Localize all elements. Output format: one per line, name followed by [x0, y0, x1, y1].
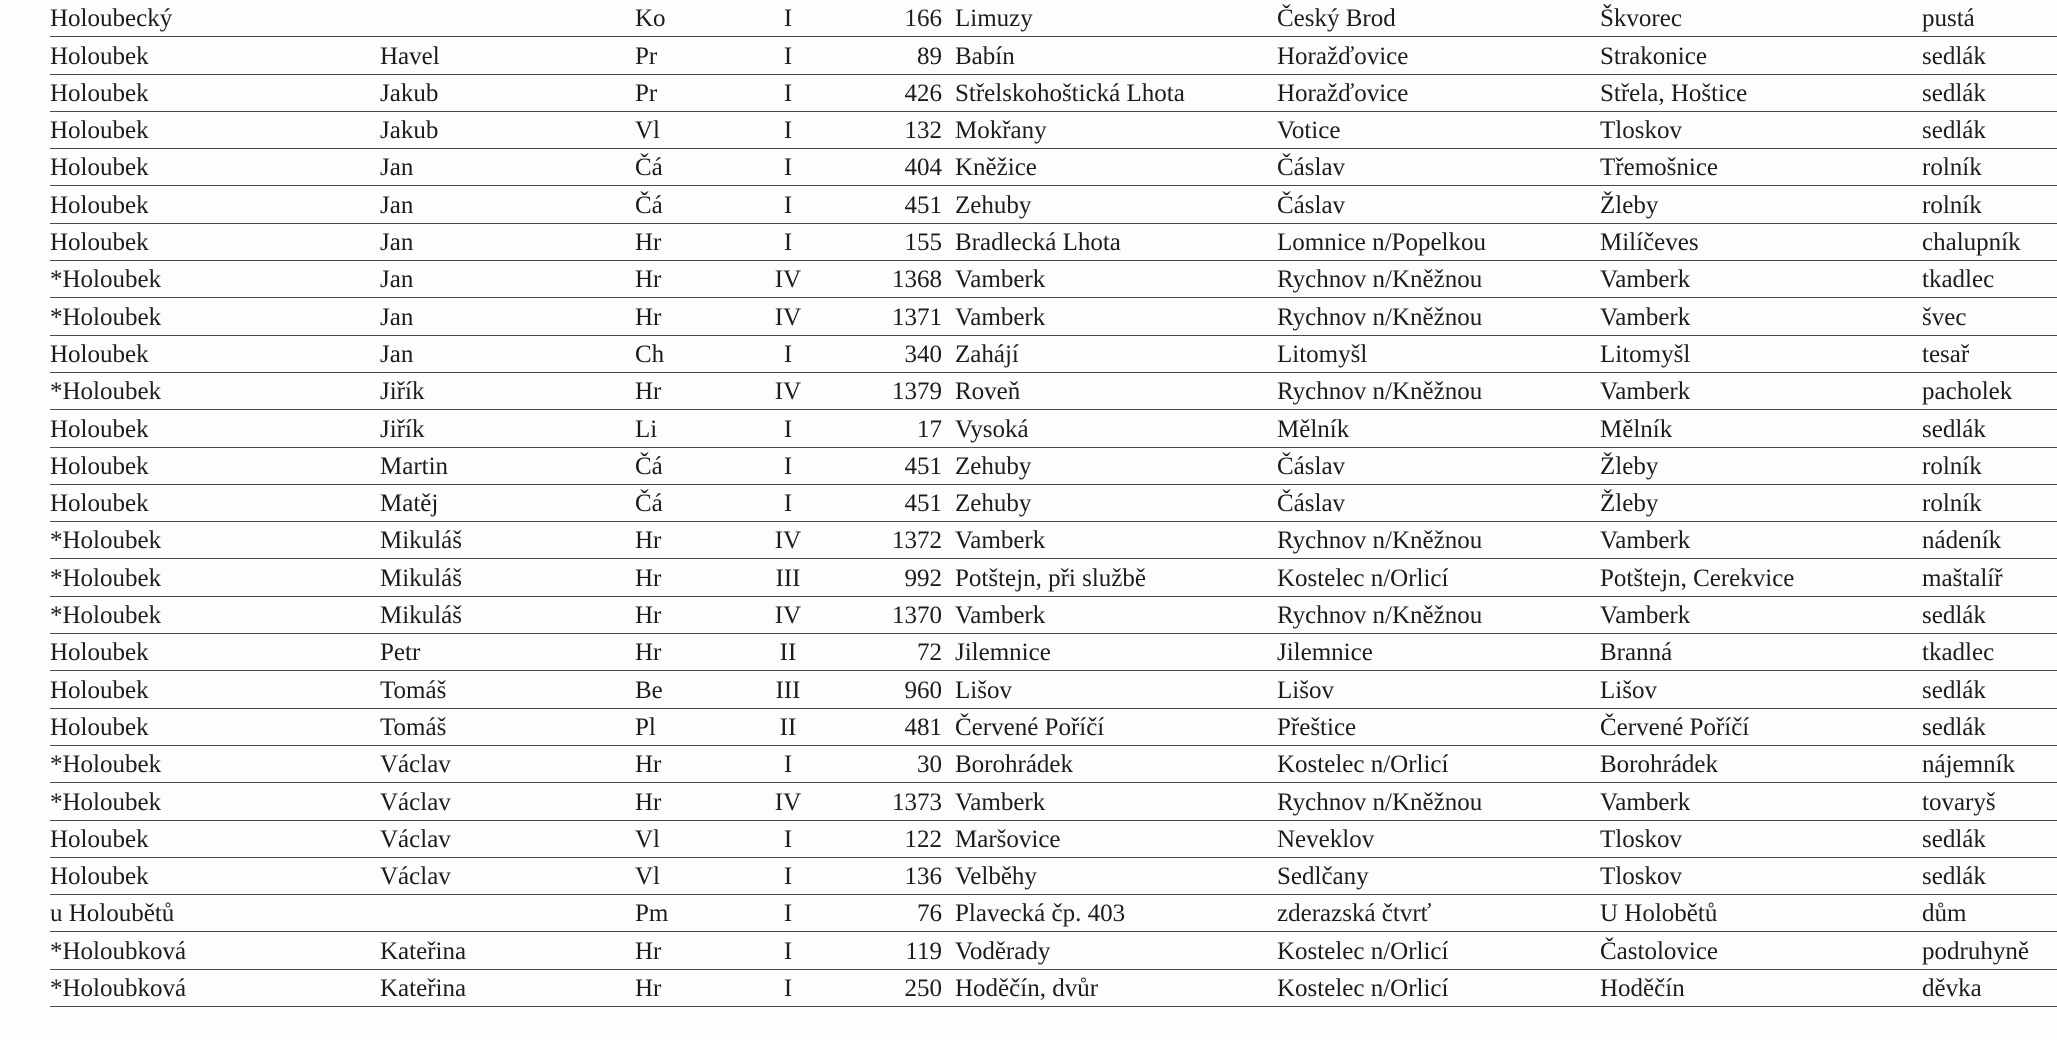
estate-cell: Strakonice	[1600, 42, 1707, 70]
given-name-cell: Jakub	[380, 79, 439, 107]
table-row	[50, 37, 2057, 74]
volume-cell: I	[783, 415, 793, 443]
volume-cell: I	[783, 825, 793, 853]
volume-cell: IV	[774, 602, 802, 630]
region-cell: Hr	[635, 527, 662, 555]
volume-cell: II	[779, 713, 797, 741]
manor-cell: Mělník	[1277, 415, 1350, 443]
table-row	[50, 373, 2057, 410]
status-cell: pacholek	[1922, 378, 2013, 406]
table-row	[50, 336, 2057, 373]
given-name-cell: Matěj	[380, 490, 439, 518]
page-number-cell: 155	[904, 229, 942, 257]
village-cell: Maršovice	[955, 825, 1061, 853]
village-cell: Zehuby	[955, 191, 1032, 219]
village-cell: Zahájí	[955, 340, 1019, 368]
page-number-cell: 89	[917, 42, 942, 70]
page-number-cell: 451	[904, 490, 942, 518]
region-cell: Vl	[635, 825, 660, 853]
surname-cell: Holoubek	[50, 229, 149, 257]
status-cell: pustá	[1922, 5, 1975, 33]
status-cell: rolník	[1922, 154, 1982, 182]
status-cell: podruhyně	[1922, 937, 2029, 965]
table-row	[50, 895, 2057, 932]
manor-cell: Neveklov	[1277, 825, 1375, 853]
estate-cell: Vamberk	[1600, 527, 1691, 555]
status-cell: sedlák	[1922, 602, 1986, 630]
given-name-cell: Václav	[380, 825, 451, 853]
volume-cell: III	[775, 676, 801, 704]
table-row	[50, 746, 2057, 783]
page-number-cell: 1370	[892, 602, 942, 630]
manor-cell: Horažďovice	[1277, 79, 1409, 107]
surname-cell: *Holoubek	[50, 751, 162, 779]
volume-cell: IV	[774, 527, 802, 555]
status-cell: rolník	[1922, 191, 1982, 219]
status-cell: rolník	[1922, 452, 1982, 480]
page-number-cell: 1368	[892, 266, 942, 294]
manor-cell: Kostelec n/Orlicí	[1277, 751, 1449, 779]
estate-cell: Borohrádek	[1600, 751, 1719, 779]
page-number-cell: 481	[904, 713, 942, 741]
region-cell: Pm	[635, 900, 669, 928]
estate-cell: Škvorec	[1600, 5, 1682, 33]
estate-cell: Tloskov	[1600, 863, 1682, 891]
region-cell: Pr	[635, 42, 658, 70]
village-cell: Jilemnice	[955, 639, 1051, 667]
given-name-cell: Mikuláš	[380, 602, 462, 630]
region-cell: Hr	[635, 788, 662, 816]
status-cell: švec	[1922, 303, 1967, 331]
surname-cell: Holoubek	[50, 639, 149, 667]
region-cell: Hr	[635, 937, 662, 965]
table-row	[50, 821, 2057, 858]
manor-cell: Horažďovice	[1277, 42, 1409, 70]
village-cell: Borohrádek	[955, 751, 1074, 779]
given-name-cell: Jakub	[380, 117, 439, 145]
estate-cell: Hoděčín	[1600, 975, 1685, 1003]
region-cell: Hr	[635, 266, 662, 294]
page-number-cell: 1372	[892, 527, 942, 555]
surname-cell: Holoubecký	[50, 5, 173, 33]
surname-cell: *Holoubek	[50, 564, 162, 592]
estate-cell: U Holobětů	[1600, 900, 1718, 928]
region-cell: Hr	[635, 602, 662, 630]
given-name-cell: Jiřík	[380, 415, 425, 443]
table-row	[50, 224, 2057, 261]
region-cell: Pr	[635, 79, 658, 107]
volume-cell: I	[783, 42, 793, 70]
region-cell: Ko	[635, 5, 666, 33]
page-number-cell: 960	[904, 676, 942, 704]
village-cell: Limuzy	[955, 5, 1033, 33]
estate-cell: Vamberk	[1600, 602, 1691, 630]
status-cell: sedlák	[1922, 825, 1986, 853]
region-cell: Hr	[635, 378, 662, 406]
page-number-cell: 17	[917, 415, 942, 443]
volume-cell: I	[783, 117, 793, 145]
table-row	[50, 709, 2057, 746]
surname-cell: Holoubek	[50, 191, 149, 219]
region-cell: Hr	[635, 229, 662, 257]
given-name-cell: Mikuláš	[380, 527, 462, 555]
surname-cell: Holoubek	[50, 863, 149, 891]
village-cell: Vamberk	[955, 527, 1046, 555]
given-name-cell: Václav	[380, 788, 451, 816]
page-number-cell: 136	[904, 863, 942, 891]
manor-cell: Kostelec n/Orlicí	[1277, 564, 1449, 592]
table-row	[50, 186, 2057, 223]
given-name-cell: Tomáš	[380, 713, 447, 741]
region-cell: Hr	[635, 975, 662, 1003]
village-cell: Velběhy	[955, 863, 1037, 891]
manor-cell: Přeštice	[1277, 713, 1357, 741]
register-table	[50, 0, 2057, 1007]
estate-cell: Žleby	[1600, 191, 1659, 219]
estate-cell: Červené Poříčí	[1600, 713, 1750, 741]
status-cell: maštalíř	[1922, 564, 2003, 592]
table-row	[50, 448, 2057, 485]
table-row	[50, 298, 2057, 335]
volume-cell: IV	[774, 266, 802, 294]
volume-cell: I	[783, 490, 793, 518]
region-cell: Čá	[635, 490, 663, 518]
volume-cell: I	[783, 340, 793, 368]
region-cell: Li	[635, 415, 658, 443]
estate-cell: Branná	[1600, 639, 1673, 667]
given-name-cell: Jan	[380, 229, 414, 257]
table-row	[50, 970, 2057, 1007]
volume-cell: II	[779, 639, 797, 667]
table-row	[50, 149, 2057, 186]
volume-cell: I	[783, 5, 793, 33]
village-cell: Vamberk	[955, 788, 1046, 816]
surname-cell: *Holoubek	[50, 378, 162, 406]
manor-cell: Votice	[1277, 117, 1341, 145]
village-cell: Vamberk	[955, 266, 1046, 294]
estate-cell: Třemošnice	[1600, 154, 1719, 182]
given-name-cell: Mikuláš	[380, 564, 462, 592]
village-cell: Potštejn, při službě	[955, 564, 1146, 592]
page-number-cell: 166	[904, 5, 942, 33]
estate-cell: Lišov	[1600, 676, 1657, 704]
village-cell: Lišov	[955, 676, 1012, 704]
manor-cell: Český Brod	[1277, 5, 1396, 33]
table-row	[50, 112, 2057, 149]
page-number-cell: 1371	[892, 303, 942, 331]
status-cell: rolník	[1922, 490, 1982, 518]
village-cell: Roveň	[955, 378, 1021, 406]
volume-cell: III	[775, 564, 801, 592]
estate-cell: Častolovice	[1600, 937, 1719, 965]
given-name-cell: Kateřina	[380, 937, 467, 965]
given-name-cell: Martin	[380, 452, 449, 480]
given-name-cell: Petr	[380, 639, 421, 667]
given-name-cell: Jan	[380, 266, 414, 294]
village-cell: Zehuby	[955, 490, 1032, 518]
manor-cell: zderazská čtvrť	[1277, 900, 1432, 928]
given-name-cell: Tomáš	[380, 676, 447, 704]
page-number-cell: 1379	[892, 378, 942, 406]
given-name-cell: Havel	[380, 42, 440, 70]
volume-cell: I	[783, 191, 793, 219]
surname-cell: *Holoubková	[50, 937, 187, 965]
page-number-cell: 72	[917, 639, 942, 667]
village-cell: Zehuby	[955, 452, 1032, 480]
surname-cell: *Holoubek	[50, 303, 162, 331]
status-cell: sedlák	[1922, 79, 1986, 107]
given-name-cell: Kateřina	[380, 975, 467, 1003]
manor-cell: Rychnov n/Kněžnou	[1277, 378, 1483, 406]
surname-cell: Holoubek	[50, 452, 149, 480]
volume-cell: I	[783, 900, 793, 928]
estate-cell: Vamberk	[1600, 266, 1691, 294]
table-row	[50, 634, 2057, 671]
table-row	[50, 261, 2057, 298]
surname-cell: Holoubek	[50, 490, 149, 518]
volume-cell: I	[783, 937, 793, 965]
village-cell: Střelskohoštická Lhota	[955, 79, 1185, 107]
manor-cell: Čáslav	[1277, 490, 1346, 518]
page-number-cell: 250	[904, 975, 942, 1003]
surname-cell: *Holoubek	[50, 527, 162, 555]
estate-cell: Potštejn, Cerekvice	[1600, 564, 1795, 592]
status-cell: tesař	[1922, 340, 1970, 368]
surname-cell: Holoubek	[50, 340, 149, 368]
manor-cell: Litomyšl	[1277, 340, 1368, 368]
page-number-cell: 451	[904, 452, 942, 480]
surname-cell: Holoubek	[50, 825, 149, 853]
estate-cell: Vamberk	[1600, 303, 1691, 331]
surname-cell: Holoubek	[50, 42, 149, 70]
given-name-cell: Jiřík	[380, 378, 425, 406]
region-cell: Hr	[635, 564, 662, 592]
surname-cell: Holoubek	[50, 713, 149, 741]
surname-cell: u Holoubětů	[50, 900, 175, 928]
manor-cell: Čáslav	[1277, 452, 1346, 480]
page-number-cell: 451	[904, 191, 942, 219]
volume-cell: I	[783, 79, 793, 107]
given-name-cell: Václav	[380, 863, 451, 891]
estate-cell: Milíčeves	[1600, 229, 1699, 257]
estate-cell: Tloskov	[1600, 117, 1682, 145]
manor-cell: Rychnov n/Kněžnou	[1277, 303, 1483, 331]
status-cell: nájemník	[1922, 751, 2016, 779]
manor-cell: Sedlčany	[1277, 863, 1369, 891]
village-cell: Vysoká	[955, 415, 1029, 443]
page-number-cell: 119	[905, 937, 942, 965]
village-cell: Vamberk	[955, 602, 1046, 630]
surname-cell: *Holoubek	[50, 266, 162, 294]
village-cell: Plavecká čp. 403	[955, 900, 1126, 928]
volume-cell: I	[783, 452, 793, 480]
volume-cell: I	[783, 975, 793, 1003]
page-number-cell: 1373	[892, 788, 942, 816]
region-cell: Čá	[635, 452, 663, 480]
region-cell: Be	[635, 676, 663, 704]
surname-cell: Holoubek	[50, 117, 149, 145]
status-cell: děvka	[1922, 975, 1982, 1003]
volume-cell: I	[783, 229, 793, 257]
estate-cell: Vamberk	[1600, 788, 1691, 816]
table-row	[50, 75, 2057, 112]
estate-cell: Vamberk	[1600, 378, 1691, 406]
village-cell: Bradlecká Lhota	[955, 229, 1121, 257]
manor-cell: Kostelec n/Orlicí	[1277, 975, 1449, 1003]
status-cell: sedlák	[1922, 117, 1986, 145]
estate-cell: Tloskov	[1600, 825, 1682, 853]
table-row	[50, 783, 2057, 820]
page-number-cell: 30	[917, 751, 942, 779]
page-number-cell: 122	[904, 825, 942, 853]
region-cell: Vl	[635, 117, 660, 145]
status-cell: sedlák	[1922, 42, 1986, 70]
page-number-cell: 76	[917, 900, 942, 928]
table-row	[50, 597, 2057, 634]
volume-cell: IV	[774, 303, 802, 331]
estate-cell: Žleby	[1600, 490, 1659, 518]
region-cell: Čá	[635, 191, 663, 219]
given-name-cell: Jan	[380, 340, 414, 368]
volume-cell: IV	[774, 378, 802, 406]
volume-cell: IV	[774, 788, 802, 816]
given-name-cell: Jan	[380, 154, 414, 182]
region-cell: Čá	[635, 154, 663, 182]
manor-cell: Čáslav	[1277, 154, 1346, 182]
surname-cell: Holoubek	[50, 676, 149, 704]
manor-cell: Rychnov n/Kněžnou	[1277, 527, 1483, 555]
status-cell: sedlák	[1922, 713, 1986, 741]
village-cell: Kněžice	[955, 154, 1037, 182]
estate-cell: Litomyšl	[1600, 340, 1691, 368]
region-cell: Pl	[635, 713, 656, 741]
page-number-cell: 426	[904, 79, 942, 107]
table-row	[50, 485, 2057, 522]
region-cell: Hr	[635, 303, 662, 331]
page-number-cell: 132	[904, 117, 942, 145]
manor-cell: Čáslav	[1277, 191, 1346, 219]
status-cell: chalupník	[1922, 229, 2021, 257]
table-row	[50, 559, 2057, 596]
volume-cell: I	[783, 751, 793, 779]
table-row	[50, 410, 2057, 447]
village-cell: Vamberk	[955, 303, 1046, 331]
manor-cell: Jilemnice	[1277, 639, 1373, 667]
volume-cell: I	[783, 154, 793, 182]
manor-cell: Lomnice n/Popelkou	[1277, 229, 1486, 257]
given-name-cell: Jan	[380, 191, 414, 219]
region-cell: Hr	[635, 751, 662, 779]
village-cell: Mokřany	[955, 117, 1047, 145]
page-number-cell: 404	[904, 154, 942, 182]
estate-cell: Mělník	[1600, 415, 1673, 443]
page-number-cell: 992	[904, 564, 942, 592]
manor-cell: Rychnov n/Kněžnou	[1277, 602, 1483, 630]
village-cell: Babín	[955, 42, 1015, 70]
manor-cell: Rychnov n/Kněžnou	[1277, 788, 1483, 816]
status-cell: sedlák	[1922, 415, 1986, 443]
table-row	[50, 522, 2057, 559]
volume-cell: I	[783, 863, 793, 891]
status-cell: tovaryš	[1922, 788, 1996, 816]
given-name-cell: Jan	[380, 303, 414, 331]
surname-cell: *Holoubek	[50, 602, 162, 630]
status-cell: tkadlec	[1922, 639, 1995, 667]
surname-cell: *Holoubek	[50, 788, 162, 816]
region-cell: Hr	[635, 639, 662, 667]
table-row	[50, 858, 2057, 895]
status-cell: sedlák	[1922, 676, 1986, 704]
surname-cell: *Holoubková	[50, 975, 187, 1003]
page-number-cell: 340	[904, 340, 942, 368]
status-cell: sedlák	[1922, 863, 1986, 891]
given-name-cell: Václav	[380, 751, 451, 779]
manor-cell: Rychnov n/Kněžnou	[1277, 266, 1483, 294]
surname-cell: Holoubek	[50, 154, 149, 182]
village-cell: Červené Poříčí	[955, 713, 1105, 741]
estate-cell: Žleby	[1600, 452, 1659, 480]
status-cell: tkadlec	[1922, 266, 1995, 294]
table-row	[50, 932, 2057, 969]
estate-cell: Střela, Hoštice	[1600, 79, 1748, 107]
village-cell: Hoděčín, dvůr	[955, 975, 1099, 1003]
table-row	[50, 671, 2057, 708]
region-cell: Vl	[635, 863, 660, 891]
region-cell: Ch	[635, 340, 665, 368]
surname-cell: Holoubek	[50, 415, 149, 443]
surname-cell: Holoubek	[50, 79, 149, 107]
village-cell: Voděrady	[955, 937, 1051, 965]
status-cell: dům	[1922, 900, 1967, 928]
manor-cell: Lišov	[1277, 676, 1334, 704]
table-row	[50, 0, 2057, 37]
manor-cell: Kostelec n/Orlicí	[1277, 937, 1449, 965]
status-cell: nádeník	[1922, 527, 2002, 555]
